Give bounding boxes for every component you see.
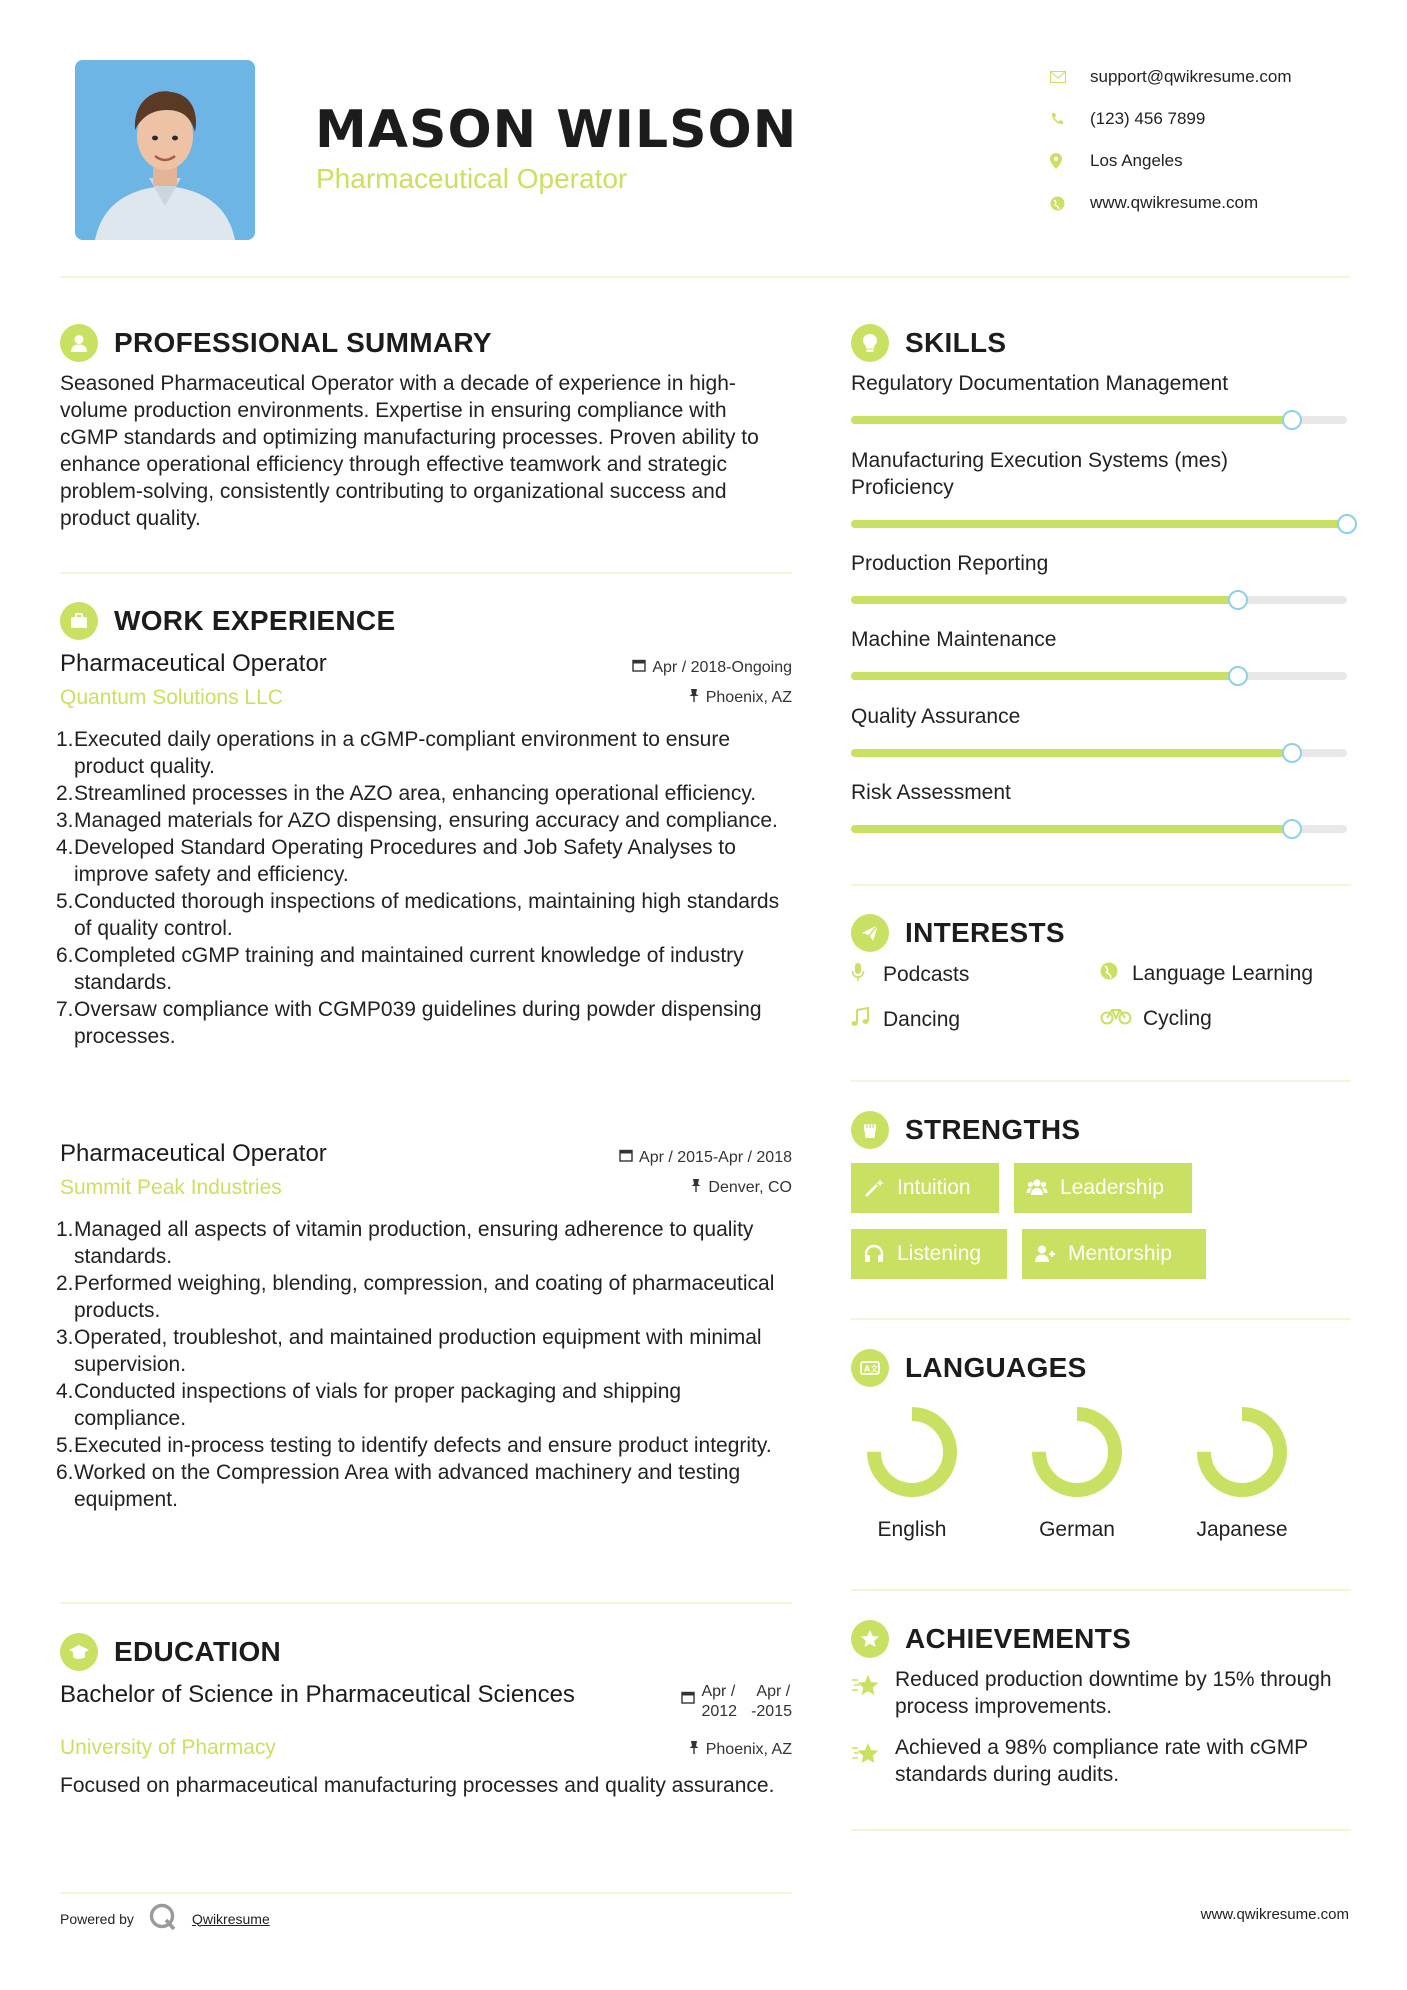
education-location bbox=[688, 1740, 792, 1759]
strength-chip bbox=[851, 1229, 1007, 1279]
strengths-divider bbox=[851, 1318, 1351, 1320]
interests-title: INTERESTS bbox=[905, 917, 1065, 948]
job-entry bbox=[56, 1140, 792, 1513]
skill-bar bbox=[851, 825, 1347, 833]
job-location bbox=[688, 688, 792, 707]
strength-label: Listening bbox=[897, 1242, 982, 1265]
skill-bar bbox=[851, 749, 1347, 757]
footer-website[interactable]: www.qwikresume.com bbox=[1200, 1906, 1349, 1923]
achievement-item bbox=[851, 1734, 1351, 1788]
strength-label: Mentorship bbox=[1068, 1242, 1172, 1265]
languages-title: LANGUAGES bbox=[905, 1352, 1087, 1383]
languages-heading bbox=[851, 1349, 1087, 1387]
language-name: English bbox=[877, 1518, 947, 1541]
paper-plane-icon bbox=[851, 914, 889, 952]
interests-divider bbox=[851, 1080, 1351, 1082]
skill-item bbox=[851, 703, 1351, 730]
job-bullet: 6. Worked on the Compression Area with advanced machinery and testing equipment. bbox=[56, 1461, 741, 1511]
qwikresume-logo-icon bbox=[148, 1902, 178, 1935]
skill-bar-knob bbox=[1282, 819, 1302, 839]
job-bullet: 4. Developed Standard Operating Procedures and Job Safety Analyses to improve safety and efficiency. bbox=[56, 836, 736, 886]
skill-bar-knob bbox=[1337, 514, 1357, 534]
job-dates-text: Apr / 2015-Apr / 2018 bbox=[639, 1148, 792, 1166]
job-bullet: 1. Executed daily operations in a cGMP-compliant environment to ensure product quality. bbox=[56, 728, 731, 778]
job-bullets bbox=[56, 726, 792, 1050]
interest-label: Dancing bbox=[883, 1008, 961, 1031]
contact-website[interactable] bbox=[1050, 182, 1390, 224]
job-bullet: 3. Operated, troubleshot, and maintained production equipment with minimal supervision. bbox=[56, 1326, 762, 1376]
language-item bbox=[1172, 1402, 1312, 1542]
skill-item bbox=[851, 550, 1351, 577]
achievement-item bbox=[851, 1666, 1351, 1720]
language-icon bbox=[851, 1349, 889, 1387]
interest-item bbox=[851, 1007, 960, 1033]
skill-bar-knob bbox=[1228, 666, 1248, 686]
strength-chip bbox=[1014, 1163, 1192, 1213]
magic-wand-icon bbox=[863, 1177, 885, 1199]
candidate-title: Pharmaceutical Operator bbox=[316, 163, 628, 194]
calendar-icon bbox=[619, 1148, 633, 1167]
star-icon bbox=[851, 1666, 895, 1720]
language-item bbox=[1007, 1402, 1147, 1542]
graduation-cap-icon bbox=[60, 1633, 98, 1671]
interest-label: Podcasts bbox=[883, 963, 970, 986]
fist-icon bbox=[851, 1111, 889, 1149]
job-bullet: 2. Performed weighing, blending, compression, and coating of pharmaceutical products. bbox=[56, 1272, 775, 1322]
candidate-name: MASON WILSON bbox=[315, 100, 798, 160]
job-entry bbox=[56, 650, 792, 1050]
interests-heading bbox=[851, 914, 1065, 952]
skill-item bbox=[851, 370, 1351, 397]
degree-name: Bachelor of Science in Pharmaceutical Sciences bbox=[60, 1681, 575, 1708]
skills-title: SKILLS bbox=[905, 327, 1007, 358]
envelope-icon bbox=[1050, 71, 1090, 83]
skill-name: Regulatory Documentation Management bbox=[851, 372, 1229, 395]
language-ring bbox=[1192, 1402, 1292, 1502]
language-name: German bbox=[1039, 1518, 1115, 1541]
contact-phone-text: (123) 456 7899 bbox=[1090, 109, 1206, 128]
education-dates bbox=[681, 1682, 792, 1722]
phone-icon bbox=[1050, 112, 1090, 126]
pushpin-icon bbox=[690, 1178, 702, 1197]
profile-photo-image bbox=[75, 60, 255, 240]
bicycle-icon bbox=[1100, 1007, 1143, 1031]
contact-block bbox=[1050, 56, 1390, 224]
briefcase-icon bbox=[60, 602, 98, 640]
interest-item bbox=[851, 962, 969, 988]
skill-name: Quality Assurance bbox=[851, 705, 1021, 728]
strength-label: Leadership bbox=[1060, 1176, 1164, 1199]
star-icon bbox=[851, 1734, 895, 1788]
summary-text: Seasoned Pharmaceutical Operator with a decade of experience in high-volume production environments. Expertise in ensuring compliance with cGMP standards and optimizing manufacturing processes. Proven ability to enhance operational efficiency through effective teamwork and strategic problem-solving, consistently contributing to organizational success and product quality. bbox=[60, 372, 759, 530]
education-dates-text: Apr / 2012 - Apr / 2015 bbox=[701, 1683, 792, 1720]
powered-by-label: Powered by bbox=[60, 1910, 134, 1927]
contact-location bbox=[1050, 140, 1390, 182]
calendar-icon bbox=[681, 1690, 695, 1709]
strengths-title: STRENGTHS bbox=[905, 1114, 1081, 1145]
strength-chip bbox=[851, 1163, 999, 1213]
skill-bar bbox=[851, 672, 1347, 680]
achievements-title: ACHIEVEMENTS bbox=[905, 1623, 1132, 1654]
profile-photo bbox=[75, 60, 255, 240]
star-badge-icon bbox=[851, 1620, 889, 1658]
summary-divider bbox=[60, 572, 792, 574]
achievement-text: Reduced production downtime by 15% through process improvements. bbox=[895, 1668, 1332, 1718]
skill-bar-fill bbox=[851, 825, 1292, 833]
job-location bbox=[690, 1178, 792, 1197]
job-title: Pharmaceutical Operator bbox=[60, 1140, 327, 1167]
job-dates-text: Apr / 2018-Ongoing bbox=[652, 658, 792, 676]
job-location-text: Denver, CO bbox=[708, 1178, 792, 1196]
languages-divider bbox=[851, 1589, 1351, 1591]
achievement-text: Achieved a 98% compliance rate with cGMP standards during audits. bbox=[895, 1736, 1308, 1786]
interest-item bbox=[1100, 1007, 1212, 1031]
contact-phone[interactable] bbox=[1050, 98, 1390, 140]
job-bullet: 6. Completed cGMP training and maintained current knowledge of industry standards. bbox=[56, 944, 744, 994]
language-item bbox=[842, 1402, 982, 1542]
job-bullet: 3. Managed materials for AZO dispensing, ensuring accuracy and compliance. bbox=[56, 809, 778, 832]
skills-heading bbox=[851, 324, 1006, 362]
music-icon bbox=[851, 1007, 883, 1033]
skill-bar-knob bbox=[1282, 743, 1302, 763]
globe-icon bbox=[1100, 962, 1132, 986]
contact-website-text: www.qwikresume.com bbox=[1090, 193, 1259, 212]
interest-item bbox=[1100, 962, 1313, 986]
strength-label: Intuition bbox=[897, 1176, 971, 1199]
footer-powered-by bbox=[60, 1902, 270, 1935]
school-name: University of Pharmacy bbox=[60, 1736, 276, 1759]
contact-email-text: support@qwikresume.com bbox=[1090, 67, 1292, 86]
education-title: EDUCATION bbox=[114, 1636, 282, 1667]
summary-title: PROFESSIONAL SUMMARY bbox=[114, 327, 492, 358]
user-icon bbox=[60, 324, 98, 362]
job-bullet: 5. Executed in-process testing to identify defects and ensure product integrity. bbox=[56, 1434, 772, 1457]
svg-text:A文: A文 bbox=[864, 1364, 879, 1374]
job-dates bbox=[632, 658, 792, 677]
experience-divider bbox=[60, 1602, 792, 1604]
interest-label: Cycling bbox=[1143, 1007, 1212, 1030]
education-entry bbox=[60, 1680, 792, 1799]
headphones-icon bbox=[863, 1243, 885, 1265]
calendar-icon bbox=[632, 658, 646, 677]
users-icon bbox=[1026, 1177, 1048, 1199]
qwikresume-link[interactable]: Qwikresume bbox=[191, 1910, 270, 1927]
experience-title: WORK EXPERIENCE bbox=[114, 605, 396, 636]
contact-location-text: Los Angeles bbox=[1090, 151, 1183, 170]
skill-name: Manufacturing Execution Systems (mes) Proficiency bbox=[851, 449, 1228, 499]
job-location-text: Phoenix, AZ bbox=[705, 688, 792, 706]
user-plus-icon bbox=[1034, 1243, 1056, 1265]
skill-name: Production Reporting bbox=[851, 552, 1049, 575]
skills-divider bbox=[851, 884, 1351, 886]
skill-bar-fill bbox=[851, 672, 1238, 680]
skill-bar bbox=[851, 520, 1347, 528]
contact-email[interactable] bbox=[1050, 56, 1390, 98]
education-heading bbox=[60, 1633, 281, 1671]
skill-item bbox=[851, 447, 1351, 501]
strengths-heading bbox=[851, 1111, 1080, 1149]
language-name: Japanese bbox=[1196, 1518, 1288, 1541]
header-divider bbox=[60, 276, 1350, 278]
globe-icon bbox=[1050, 196, 1090, 211]
skill-bar bbox=[851, 416, 1347, 424]
footer-divider bbox=[60, 1892, 792, 1894]
summary-heading bbox=[60, 324, 492, 362]
skill-bar-fill bbox=[851, 416, 1292, 424]
achievements-heading bbox=[851, 1620, 1131, 1658]
skill-item bbox=[851, 626, 1351, 653]
skill-bar bbox=[851, 596, 1347, 604]
company-name: Summit Peak Industries bbox=[60, 1176, 282, 1199]
lightbulb-icon bbox=[851, 324, 889, 362]
pushpin-icon bbox=[688, 688, 700, 707]
job-bullet: 7. Oversaw compliance with CGMP039 guidelines during powder dispensing processes. bbox=[56, 998, 762, 1048]
experience-heading bbox=[60, 602, 395, 640]
skill-bar-fill bbox=[851, 596, 1238, 604]
skill-name: Risk Assessment bbox=[851, 781, 1011, 804]
language-ring bbox=[862, 1402, 962, 1502]
microphone-icon bbox=[851, 962, 883, 988]
education-location-text: Phoenix, AZ bbox=[705, 1740, 792, 1758]
skill-bar-knob bbox=[1282, 410, 1302, 430]
skill-bar-knob bbox=[1228, 590, 1248, 610]
company-name: Quantum Solutions LLC bbox=[60, 686, 283, 709]
language-ring bbox=[1027, 1402, 1127, 1502]
skill-bar-fill bbox=[851, 749, 1292, 757]
strength-chip bbox=[1022, 1229, 1206, 1279]
skill-name: Machine Maintenance bbox=[851, 628, 1057, 651]
map-pin-icon bbox=[1050, 153, 1090, 169]
job-dates bbox=[619, 1148, 792, 1167]
interest-label: Language Learning bbox=[1132, 962, 1314, 985]
job-bullets bbox=[56, 1216, 792, 1513]
job-bullet: 5. Conducted thorough inspections of medications, maintaining high standards of quality control. bbox=[56, 890, 780, 940]
education-description: Focused on pharmaceutical manufacturing processes and quality assurance. bbox=[60, 1774, 775, 1797]
job-bullet: 1. Managed all aspects of vitamin production, ensuring adherence to quality standards. bbox=[56, 1218, 754, 1268]
pushpin-icon bbox=[688, 1740, 700, 1759]
skill-item bbox=[851, 779, 1351, 806]
job-bullet: 4. Conducted inspections of vials for proper packaging and shipping compliance. bbox=[56, 1380, 682, 1430]
job-bullet: 2. Streamlined processes in the AZO area, enhancing operational efficiency. bbox=[56, 782, 757, 805]
job-title: Pharmaceutical Operator bbox=[60, 650, 327, 677]
skill-bar-fill bbox=[851, 520, 1347, 528]
achievements-divider bbox=[851, 1829, 1351, 1831]
